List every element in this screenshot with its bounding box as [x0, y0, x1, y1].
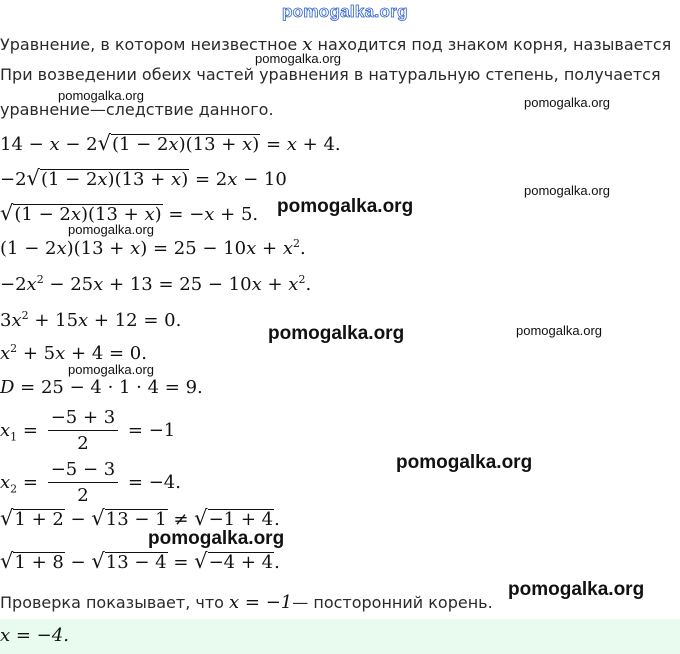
- watermark-small: pomogalka.org: [524, 95, 610, 110]
- root-x1: $x_1$ = $\frac{-5 + 3}{2}$ = −1: [0, 407, 176, 454]
- extraneous-root: x = −1: [229, 592, 293, 613]
- watermark-top: pomogalka.org: [282, 2, 408, 21]
- watermark-big: pomogalka.org: [148, 528, 285, 549]
- equation-6: $3x^2 + 15x + 12 = 0$.: [0, 309, 182, 331]
- intro-variable: x: [302, 34, 313, 55]
- intro-line-2: При возведении обеих частей уравнения в натуральную степень, получается: [0, 65, 661, 84]
- watermark-big: pomogalka.org: [277, 196, 414, 217]
- answer: x = −4.: [0, 625, 69, 646]
- root-x2: $x_2$ = $\frac{-5 - 3}{2}$ = −4.: [0, 459, 181, 506]
- conclusion-text: — посторонний корень.: [292, 593, 493, 612]
- watermark-small: pomogalka.org: [68, 222, 154, 237]
- conclusion-text: Проверка показывает, что: [0, 593, 224, 612]
- equation-1: 14 − x − 2√(1 − 2x)(13 + x) = x + 4.: [0, 131, 341, 155]
- intro-line-3: уравнение—следствие данного.: [0, 100, 274, 119]
- watermark-big: pomogalka.org: [396, 452, 533, 473]
- watermark-small: pomogalka.org: [58, 88, 144, 103]
- watermark-small: pomogalka.org: [68, 362, 154, 377]
- intro-text: находится под знаком корня, называется: [317, 35, 672, 54]
- equation-5: $-2x^2 - 25x + 13 = 25 - 10x + x^2$.: [0, 273, 312, 295]
- watermark-small: pomogalka.org: [524, 183, 610, 198]
- equation-4: $(1 - 2x)(13 + x) = 25 - 10x + x^2$.: [0, 237, 306, 259]
- equation-2: −2√(1 − 2x)(13 + x) = 2x − 10: [0, 166, 287, 190]
- check-1: √1 + 2 − √13 − 1 ≠ √−1 + 4.: [0, 506, 280, 530]
- answer-band: [0, 619, 680, 654]
- intro-line-1: [0, 34, 671, 55]
- watermark-big: pomogalka.org: [508, 579, 645, 600]
- watermark-big: pomogalka.org: [268, 323, 405, 344]
- equation-3: √(1 − 2x)(13 + x) = −x + 5.: [0, 201, 259, 225]
- discriminant: D = 25 − 4 · 1 · 4 = 9.: [0, 377, 203, 398]
- check-2: √1 + 8 − √13 − 4 = √−4 + 4.: [0, 549, 280, 573]
- intro-text: Уравнение, в котором неизвестное: [0, 35, 298, 54]
- watermark-small: pomogalka.org: [516, 323, 602, 338]
- conclusion: [0, 592, 493, 613]
- watermark-small: pomogalka.org: [255, 51, 341, 66]
- equation-7: $x^2 + 5x + 4 = 0$.: [0, 342, 147, 364]
